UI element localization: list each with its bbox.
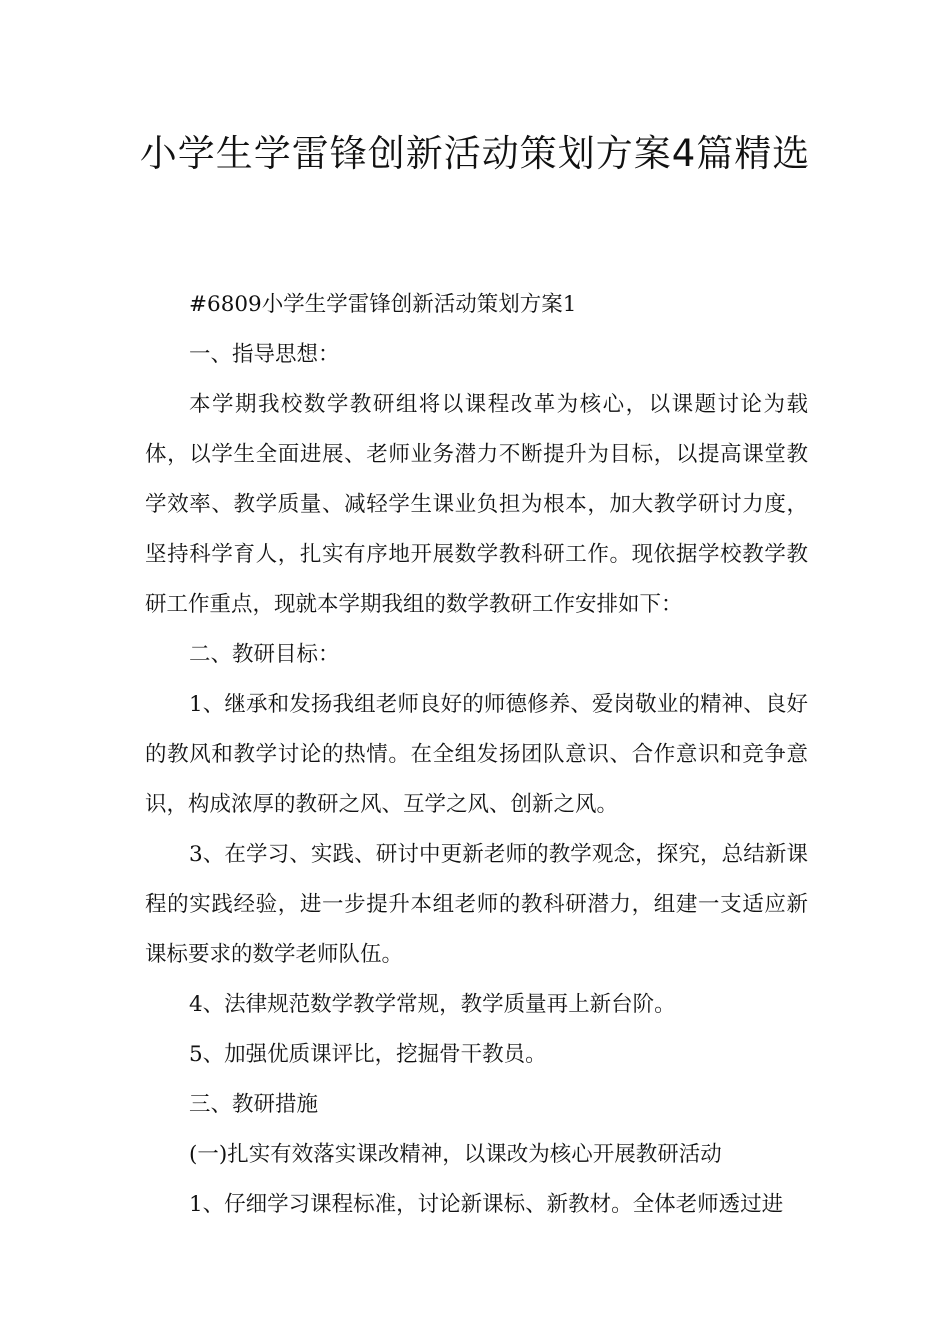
paragraph-subheading: (一)扎实有效落实课改精神，以课改为核心开展教研活动 (189, 1142, 722, 1167)
paragraph-body: 5、加强优质课评比，挖掘骨干教员。 (189, 1042, 547, 1067)
document-body (145, 280, 808, 1230)
paragraph-subtitle: #6809小学生学雷锋创新活动策划方案1 (189, 292, 577, 317)
paragraph-body: 本学期我校数学教研组将以课程改革为核心，以课题讨论为载体，以学生全面进展、老师业务潜力不断提升为目标，以提高课堂教学效率、教学质量、减轻学生课业负担为根本，加大教学研讨力度，坚持科学育人，扎实有序地开展数学教科研工作。现依据学校教学教研工作重点，现就本学期我组的数学教研工作安排如下： (145, 392, 808, 617)
paragraph-body: 1、仔细学习课程标准，讨论新课标、新教材。全体老师透过进 (189, 1192, 784, 1217)
paragraph-section-heading: 一、指导思想： (189, 342, 340, 367)
paragraph-section-heading: 二、教研目标： (189, 642, 340, 667)
document-title: 小学生学雷锋创新活动策划方案4篇精选 (139, 132, 811, 175)
paragraph-body: 4、法律规范数学教学常规，教学质量再上新台阶。 (189, 992, 676, 1017)
paragraph-body: 1、继承和发扬我组老师良好的师德修养、爱岗敬业的精神、良好的教风和教学讨论的热情。在全组发扬团队意识、合作意识和竞争意识，构成浓厚的教研之风、互学之风、创新之风。 (145, 692, 808, 817)
paragraph-section-heading: 三、教研措施 (189, 1092, 319, 1117)
paragraph-body: 3、在学习、实践、研讨中更新老师的教学观念，探究，总结新课程的实践经验，进一步提升本组老师的教科研潜力，组建一支适应新课标要求的数学老师队伍。 (145, 842, 808, 967)
